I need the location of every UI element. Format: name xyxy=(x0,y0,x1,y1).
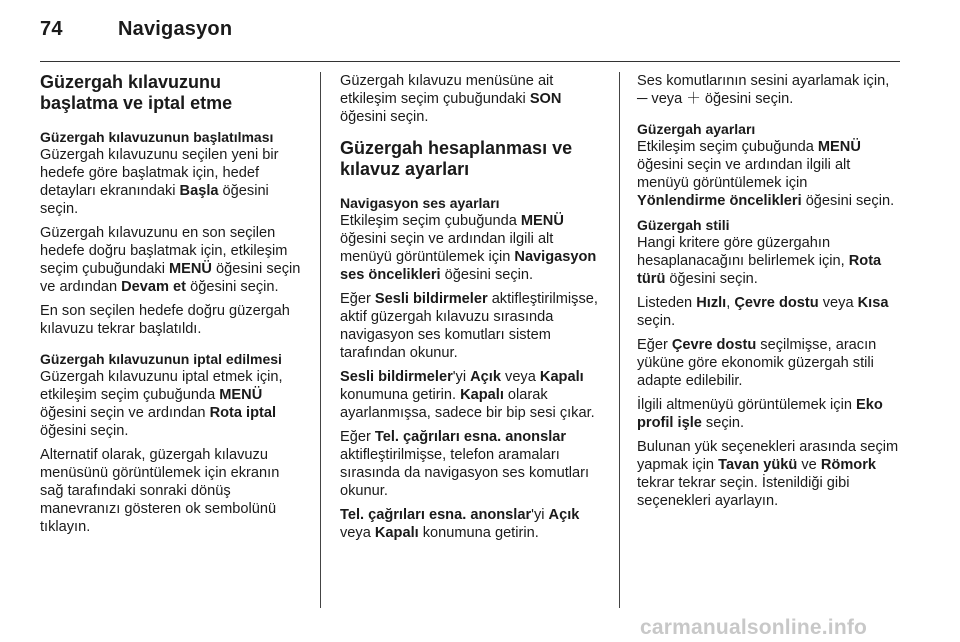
section-heading: Güzergah kılavuzunu başlatma ve iptal etme xyxy=(40,72,233,113)
paragraph: Eğer Çevre dostu seçilmişse, aracın yüküne göre ekonomik güzergah stili adapte edilebilir. xyxy=(637,337,877,389)
paragraph: Güzergah kılavuzunu en son seçilen hedefe doğru başlatmak için, etkileşim seçim çubuğundaki MENÜ öğesini seçin ve ardından Devam et öğesini seçin. xyxy=(40,225,301,295)
paragraph: En son seçilen hedefe doğru güzergah kılavuzu tekrar başlatıldı. xyxy=(40,303,290,337)
paragraph: Eğer Sesli bildirmeler aktifleştirilmişse, aktif güzergah kılavuzu sırasında navigasyon ses komutları sistem tarafından okunur. xyxy=(340,291,598,361)
header-rule xyxy=(40,61,900,62)
paragraph: Etkileşim seçim çubuğunda MENÜ öğesini seçin ve ardından ilgili alt menüyü görüntülemek için Yönlendirme öncelikleri öğesini seçin. xyxy=(637,139,895,209)
paragraph: Ses komutlarının sesini ayarlamak için, ─ veya ＋ öğesini seçin. xyxy=(637,73,890,107)
paragraph: Bulunan yük seçenekleri arasında seçim yapmak için Tavan yükü ve Römork tekrar tekrar seçin. İstenildiği gibi seçenekleri ayarlayın. xyxy=(637,439,899,509)
paragraph: Hangi kritere göre güzergahın hesaplanacağını belirlemek için, Rota türü öğesini seçin. xyxy=(637,235,882,287)
paragraph: Güzergah kılavuzunu seçilen yeni bir hedefe göre başlatmak için, hedef detayları ekranındaki Başla öğesini seçin. xyxy=(40,147,279,217)
paragraph: Tel. çağrıları esna. anonslar'yi Açık veya Kapalı konumuna getirin. xyxy=(340,507,580,541)
subheading: Güzergah kılavuzunun başlatılması xyxy=(40,129,274,145)
subheading: Güzergah ayarları xyxy=(637,121,756,137)
paragraph: Alternatif olarak, güzergah kılavuzu menüsünü görüntülemek için ekranın sağ tarafındaki sonraki dönüş manevranızı gösteren ok sembolünü tıklayın. xyxy=(40,447,280,535)
watermark-logo: carmanualsonline.info xyxy=(640,616,868,639)
paragraph: Listeden Hızlı, Çevre dostu veya Kısa seçin. xyxy=(637,295,889,329)
paragraph: Sesli bildirmeler'yi Açık veya Kapalı konumuna getirin. Kapalı olarak ayarlanmışsa, sadece bir bip sesi çıkar. xyxy=(340,369,595,421)
page-number: 74 xyxy=(40,18,63,40)
column-2 xyxy=(340,72,602,548)
paragraph: Eğer Tel. çağrıları esna. anonslar aktifleştirilmişse, telefon aramaları sırasında da navigasyon ses komutları okunur. xyxy=(340,429,590,499)
page-header xyxy=(40,18,900,46)
column-1 xyxy=(40,72,302,542)
paragraph: Etkileşim seçim çubuğunda MENÜ öğesini seçin ve ardından ilgili alt menüyü görüntülemek için Navigasyon ses öncelikleri öğesini seçin. xyxy=(340,213,597,283)
section-heading: Güzergah hesaplanması ve kılavuz ayarları xyxy=(340,138,573,179)
column-divider xyxy=(320,72,321,608)
subheading: Navigasyon ses ayarları xyxy=(340,195,500,211)
column-3 xyxy=(637,72,899,516)
paragraph: Güzergah kılavuzunu iptal etmek için, etkileşim seçim çubuğunda MENÜ öğesini seçin ve ardından Rota iptal öğesini seçin. xyxy=(40,369,283,439)
paragraph: İlgili altmenüyü görüntülemek için Eko profil işle seçin. xyxy=(637,397,883,431)
subheading: Güzergah kılavuzunun iptal edilmesi xyxy=(40,351,282,367)
page-title: Navigasyon xyxy=(118,18,233,40)
paragraph: Güzergah kılavuzu menüsüne ait etkileşim seçim çubuğundaki SON öğesini seçin. xyxy=(340,73,562,125)
subheading: Güzergah stili xyxy=(637,217,730,233)
column-divider xyxy=(619,72,620,608)
